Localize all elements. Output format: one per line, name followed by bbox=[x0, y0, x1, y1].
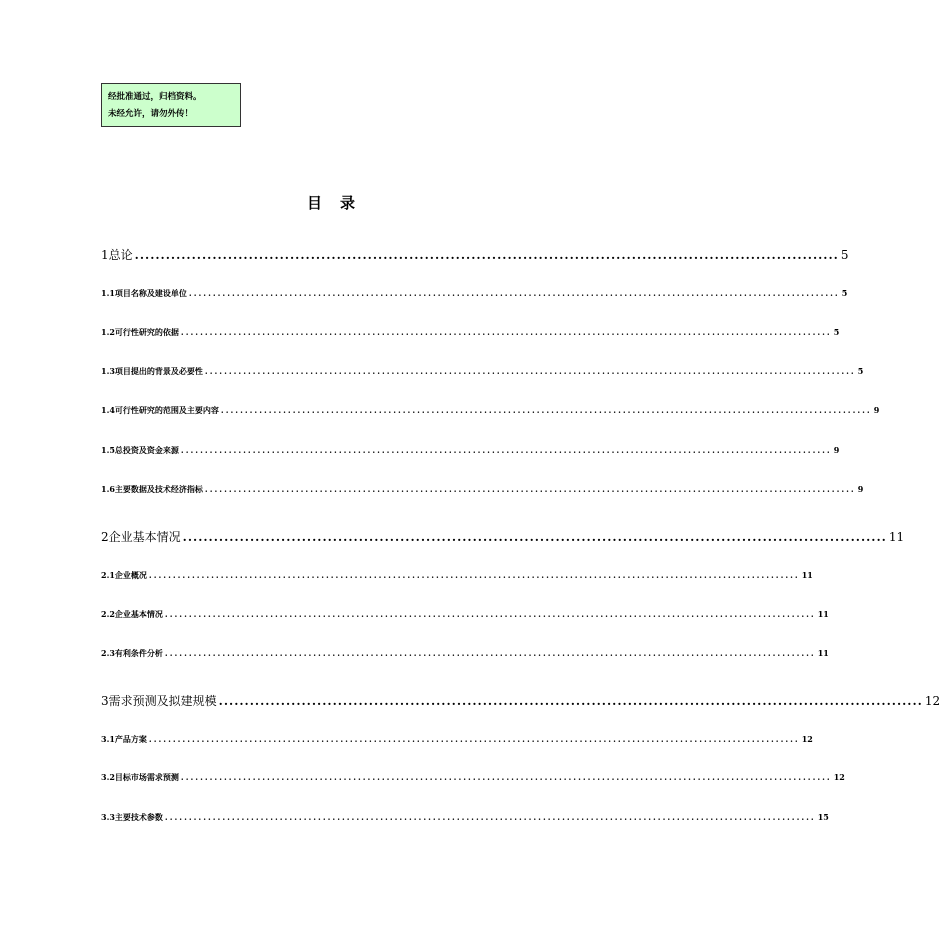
toc-entry-label: 项目提出的背景及必要性 bbox=[114, 366, 203, 376]
toc-leader-dots: ........................................................................................................................................ bbox=[134, 248, 839, 262]
toc-entry-number: 1.4 bbox=[101, 405, 115, 415]
toc-entry[interactable] bbox=[101, 772, 845, 783]
toc-entry[interactable] bbox=[101, 405, 880, 416]
toc-entry-label: 总论 bbox=[108, 248, 133, 262]
toc-entry[interactable] bbox=[101, 570, 813, 581]
toc-entry[interactable] bbox=[101, 734, 813, 745]
toc-entry-number: 1.5 bbox=[101, 445, 115, 455]
toc-entry-label: 企业基本情况 bbox=[114, 609, 163, 619]
toc-entry-page: 9 bbox=[857, 484, 864, 494]
toc-leader-dots: ........................................................................................................................................ bbox=[182, 530, 887, 544]
toc-entry-number: 1 bbox=[101, 248, 109, 262]
toc-entry-label: 企业概况 bbox=[114, 570, 147, 580]
toc-entry[interactable] bbox=[101, 246, 849, 263]
toc-leader-dots: ........................................................................................................................................ bbox=[204, 366, 856, 376]
toc-entry-number: 3.3 bbox=[101, 812, 115, 822]
toc-entry[interactable] bbox=[101, 609, 829, 620]
toc-leader-dots: ........................................................................................................................................ bbox=[164, 648, 816, 658]
toc-entry-label: 可行性研究的依据 bbox=[114, 327, 179, 337]
toc-leader-dots: ........................................................................................................................................ bbox=[188, 288, 840, 298]
toc-entry-number: 1.2 bbox=[101, 327, 115, 337]
toc-leader-dots: ........................................................................................................................................ bbox=[218, 694, 923, 708]
toc-entry[interactable] bbox=[101, 692, 940, 709]
toc-entry[interactable] bbox=[101, 648, 829, 659]
toc-entry-label: 总投资及资金来源 bbox=[114, 445, 179, 455]
toc-title: 目录 bbox=[306, 194, 373, 212]
toc-entry-number: 1.3 bbox=[101, 366, 115, 376]
toc-entry-number: 3.2 bbox=[101, 772, 115, 782]
notice-line-2: 未经允许，请勿外传！ bbox=[108, 109, 194, 119]
toc-entry-label: 企业基本情况 bbox=[108, 530, 181, 544]
toc-entry[interactable] bbox=[101, 484, 864, 495]
toc-entry-number: 2.1 bbox=[101, 570, 115, 580]
toc-entry-page: 5 bbox=[841, 288, 848, 298]
toc-entry[interactable] bbox=[101, 366, 864, 377]
toc-leader-dots: ........................................................................................................................................ bbox=[164, 609, 816, 619]
toc-entry-number: 3.1 bbox=[101, 734, 115, 744]
toc-leader-dots: ........................................................................................................................................ bbox=[148, 570, 800, 580]
toc-entry-page: 12 bbox=[801, 734, 813, 744]
toc-entry[interactable] bbox=[101, 288, 848, 299]
toc-entry-page: 12 bbox=[924, 694, 940, 708]
confidential-notice bbox=[101, 83, 241, 127]
toc-entry-page: 9 bbox=[873, 405, 880, 415]
toc-entry-page: 15 bbox=[817, 812, 829, 822]
toc-leader-dots: ........................................................................................................................................ bbox=[180, 327, 832, 337]
toc-entry-page: 5 bbox=[840, 248, 849, 262]
toc-leader-dots: ........................................................................................................................................ bbox=[148, 734, 800, 744]
toc-entry[interactable] bbox=[101, 445, 840, 456]
toc-entry-number: 3 bbox=[101, 694, 109, 708]
toc-entry[interactable] bbox=[101, 812, 829, 823]
toc-leader-dots: ........................................................................................................................................ bbox=[204, 484, 856, 494]
toc-entry-page: 11 bbox=[817, 609, 829, 619]
toc-leader-dots: ........................................................................................................................................ bbox=[164, 812, 816, 822]
toc-entry-number: 1.6 bbox=[101, 484, 115, 494]
toc-entry-label: 可行性研究的范围及主要内容 bbox=[114, 405, 219, 415]
toc-leader-dots: ........................................................................................................................................ bbox=[220, 405, 872, 415]
toc-leader-dots: ........................................................................................................................................ bbox=[180, 772, 832, 782]
toc-entry-number: 2.2 bbox=[101, 609, 115, 619]
toc-entry-label: 需求预测及拟建规模 bbox=[108, 694, 217, 708]
toc-entry-page: 12 bbox=[833, 772, 845, 782]
toc-entry-number: 1.1 bbox=[101, 288, 115, 298]
notice-line-1: 经批准通过，归档资料。 bbox=[108, 92, 202, 102]
toc-entry-label: 目标市场需求预测 bbox=[114, 772, 179, 782]
toc-entry-number: 2.3 bbox=[101, 648, 115, 658]
toc-entry-label: 有利条件分析 bbox=[114, 648, 163, 658]
toc-entry-label: 主要技术参数 bbox=[114, 812, 163, 822]
toc-entry[interactable] bbox=[101, 528, 905, 545]
toc-entry-page: 5 bbox=[833, 327, 840, 337]
toc-entry-page: 9 bbox=[833, 445, 840, 455]
toc-entry-page: 11 bbox=[817, 648, 829, 658]
toc-entry-page: 5 bbox=[857, 366, 864, 376]
toc-entry-label: 产品方案 bbox=[114, 734, 147, 744]
toc-entry-page: 11 bbox=[888, 530, 905, 544]
toc-entry-label: 主要数据及技术经济指标 bbox=[114, 484, 203, 494]
toc-entry-number: 2 bbox=[101, 530, 109, 544]
toc-leader-dots: ........................................................................................................................................ bbox=[180, 445, 832, 455]
toc-entry[interactable] bbox=[101, 327, 840, 338]
toc-entry-page: 11 bbox=[801, 570, 813, 580]
toc-entry-label: 项目名称及建设单位 bbox=[114, 288, 187, 298]
